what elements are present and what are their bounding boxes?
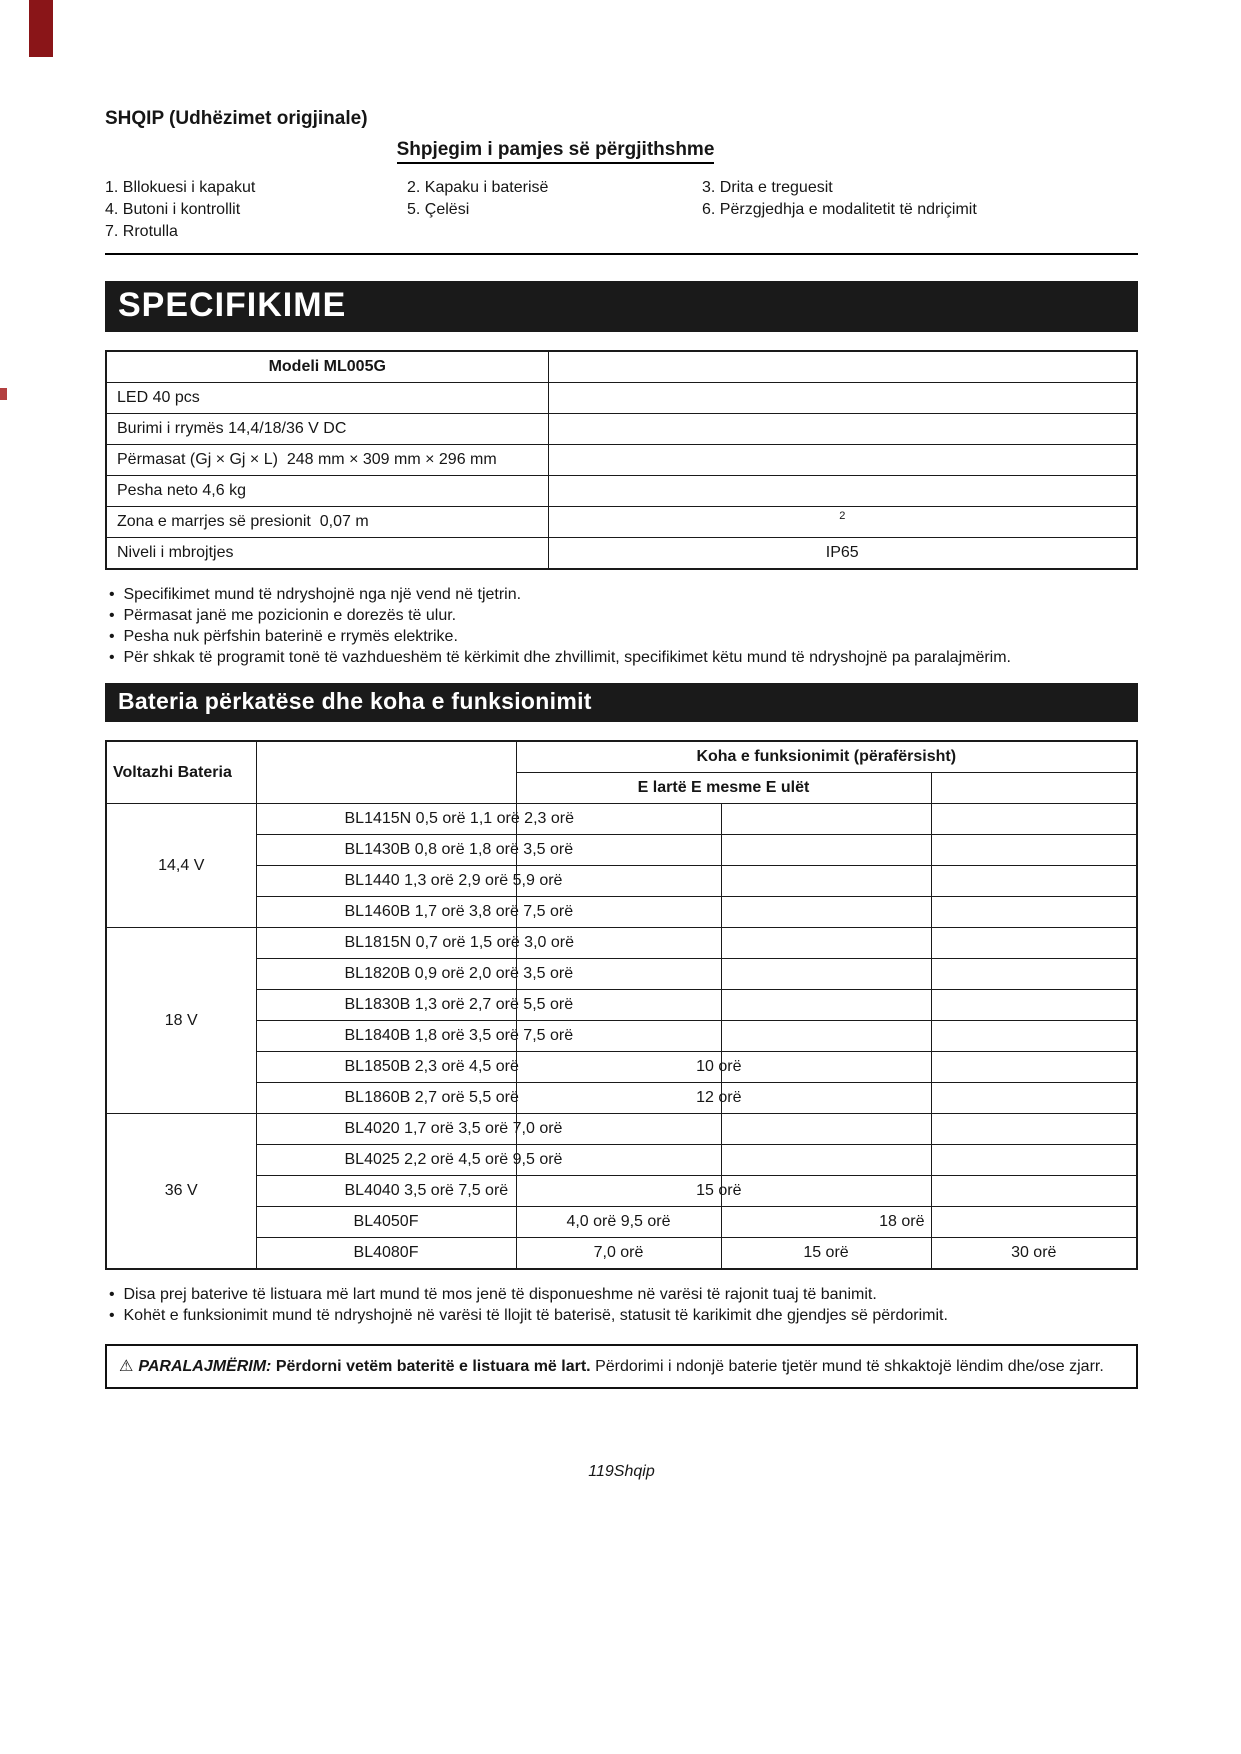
battery-row	[106, 1207, 1137, 1238]
time-cell	[721, 866, 931, 897]
note-item: • Disa prej baterive të listuara më lart mund të mos jenë të disponueshme në varësi të rajonit tuaj të banimit.	[109, 1284, 1138, 1305]
warning-text: Përdorimi i ndonjë baterie tjetër mund të shkaktojë lëndim dhe/ose zjarr.	[595, 1358, 1104, 1375]
battery-row	[106, 804, 1137, 835]
battery-row	[106, 1176, 1137, 1207]
time-cell	[931, 1207, 1137, 1238]
time-cell: 4,0 orë 9,5 orë	[516, 1207, 721, 1238]
specifications-banner: SPECIFIKIME	[105, 281, 1138, 332]
spec-table	[105, 350, 1138, 570]
parts-column-3	[702, 177, 1138, 243]
battery-row	[106, 897, 1137, 928]
time-cell	[721, 1176, 931, 1207]
time-cell	[516, 1176, 742, 1207]
warning-triangle-icon: ⚠	[119, 1358, 134, 1375]
spec-value-cell	[548, 445, 1137, 476]
spec-label: Pesha neto 4,6 kg	[106, 476, 548, 507]
superscript-two: 2	[839, 509, 846, 522]
spec-row	[106, 414, 1137, 445]
battery-row	[106, 1083, 1137, 1114]
note-item: • Pesha nuk përfshin baterinë e rrymës elektrike.	[109, 626, 1138, 647]
overview-heading-text: Shpjegim i pamjes së përgjithshme	[397, 139, 715, 164]
warning-box	[105, 1344, 1138, 1389]
runtime-header: Koha e funksionimit (përafërsisht)	[516, 741, 1137, 773]
model-cell: BL1820B 0,9 orë 2,0 orë 3,5 orë	[256, 959, 516, 990]
levels-header: E lartë E mesme E ulët	[516, 773, 931, 804]
runtime-value: 10 orë	[696, 1058, 742, 1075]
parts-column-1	[105, 177, 407, 243]
model-cell: BL4025 2,2 orë 4,5 orë 9,5 orë	[256, 1145, 516, 1176]
battery-table	[105, 740, 1138, 1270]
note-item: • Për shkak të programit tonë të vazhdueshëm të kërkimit dhe zhvillimit, specifikimet këtu mund të ndryshojnë pa paralajmërim.	[109, 647, 1138, 668]
time-cell: 7,0 orë	[516, 1238, 721, 1270]
model-cell: BL1460B 1,7 orë 3,8 orë 7,5 orë	[256, 897, 516, 928]
spec-row	[106, 507, 1137, 538]
time-cell	[721, 835, 931, 866]
spec-label: Niveli i mbrojtjes	[106, 538, 548, 570]
battery-header-row	[106, 741, 1137, 773]
note-item: • Përmasat janë me pozicionin e dorezës të ulur.	[109, 605, 1138, 626]
spec-row	[106, 351, 1137, 383]
part-item: 6. Përzgjedhja e modalitetit të ndriçimit	[702, 201, 977, 218]
model-cell: BL1850B 2,3 orë 4,5 orë	[256, 1052, 516, 1083]
model-cell: BL1815N 0,7 orë 1,5 orë 3,0 orë	[256, 928, 516, 959]
spec-label: LED 40 pcs	[106, 383, 548, 414]
runtime-value: 12 orë	[696, 1089, 742, 1106]
voltage-cell: 18 V	[106, 928, 256, 1114]
battery-row	[106, 1021, 1137, 1052]
spec-value-cell	[548, 507, 1137, 538]
red-edge-mark	[0, 388, 7, 400]
time-cell	[721, 928, 931, 959]
voltage-header: Voltazhi Bateria	[106, 741, 256, 804]
time-cell	[931, 897, 1137, 928]
time-cell	[931, 1021, 1137, 1052]
spec-model-header: Modeli ML005G	[106, 351, 548, 383]
time-cell	[931, 1114, 1137, 1145]
note-item: • Kohët e funksionimit mund të ndryshojnë në varësi të llojit të baterisë, statusit të karikimit dhe gjendjes së përdorimit.	[109, 1305, 1138, 1326]
time-cell: 15 orë	[721, 1238, 931, 1270]
time-cell	[721, 1052, 931, 1083]
spec-row	[106, 538, 1137, 570]
battery-row	[106, 1238, 1137, 1270]
runtime-value: 15 orë	[696, 1182, 742, 1199]
warning-label: PARALAJMËRIM:	[138, 1358, 272, 1375]
spec-row	[106, 476, 1137, 507]
battery-notes	[105, 1284, 1138, 1326]
spec-value-cell	[548, 351, 1137, 383]
time-cell	[931, 1176, 1137, 1207]
time-cell	[931, 804, 1137, 835]
model-cell: BL4020 1,7 orë 3,5 orë 7,0 orë	[256, 1114, 516, 1145]
empty-cell	[931, 773, 1137, 804]
battery-row	[106, 1052, 1137, 1083]
spec-value-cell	[548, 383, 1137, 414]
time-cell	[931, 835, 1137, 866]
time-cell: 18 orë	[721, 1207, 931, 1238]
time-cell	[721, 804, 931, 835]
battery-row	[106, 1114, 1137, 1145]
time-cell	[721, 1083, 931, 1114]
divider	[105, 253, 1138, 255]
overview-heading	[39, 139, 1072, 161]
time-cell	[721, 1145, 931, 1176]
time-cell	[516, 1052, 742, 1083]
model-cell: BL1430B 0,8 orë 1,8 orë 3,5 orë	[256, 835, 516, 866]
time-cell	[931, 866, 1137, 897]
language-title: SHQIP (Udhëzimet origjinale)	[105, 108, 368, 129]
spec-value-cell: IP65	[548, 538, 1137, 570]
time-cell	[931, 1145, 1137, 1176]
battery-banner: Bateria përkatëse dhe koha e funksionimit	[105, 683, 1138, 722]
spec-value-cell	[548, 414, 1137, 445]
part-item: 2. Kapaku i baterisë	[407, 179, 549, 196]
warning-bold-text: Përdorni vetëm bateritë e listuara më lart.	[275, 1358, 591, 1375]
model-cell: BL4080F	[256, 1238, 516, 1270]
battery-row	[106, 928, 1137, 959]
red-corner-mark	[29, 0, 53, 57]
model-cell: BL4040 3,5 orë 7,5 orë	[256, 1176, 516, 1207]
time-cell	[721, 897, 931, 928]
time-cell	[931, 990, 1137, 1021]
time-cell	[931, 1083, 1137, 1114]
model-cell: BL1860B 2,7 orë 5,5 orë	[256, 1083, 516, 1114]
spec-label: Burimi i rrymës 14,4/18/36 V DC	[106, 414, 548, 445]
voltage-cell: 14,4 V	[106, 804, 256, 928]
battery-row	[106, 1145, 1137, 1176]
model-cell: BL1415N 0,5 orë 1,1 orë 2,3 orë	[256, 804, 516, 835]
time-cell	[931, 1052, 1137, 1083]
spec-label: Përmasat (Gj × Gj × L) 248 mm × 309 mm × 296 mm	[106, 445, 548, 476]
time-cell	[721, 959, 931, 990]
time-cell	[721, 990, 931, 1021]
note-item: • Specifikimet mund të ndryshojnë nga një vend në tjetrin.	[109, 584, 1138, 605]
spec-row	[106, 383, 1137, 414]
model-cell: BL1830B 1,3 orë 2,7 orë 5,5 orë	[256, 990, 516, 1021]
time-cell	[721, 1114, 931, 1145]
battery-row	[106, 866, 1137, 897]
time-cell	[931, 928, 1137, 959]
parts-list	[105, 177, 1138, 243]
part-item: 1. Bllokuesi i kapakut	[105, 179, 256, 196]
part-item: 4. Butoni i kontrollit	[105, 201, 241, 218]
battery-row	[106, 959, 1137, 990]
battery-row	[106, 835, 1137, 866]
time-cell	[721, 1021, 931, 1052]
spec-row	[106, 445, 1137, 476]
time-cell	[931, 959, 1137, 990]
parts-column-2	[407, 177, 702, 243]
model-cell: BL4050F	[256, 1207, 516, 1238]
part-item: 7. Rrotulla	[105, 223, 178, 240]
time-cell: 30 orë	[931, 1238, 1137, 1270]
part-item: 3. Drita e treguesit	[702, 179, 833, 196]
battery-row	[106, 990, 1137, 1021]
page-number: 119Shqip	[588, 1463, 655, 1480]
time-cell	[516, 1083, 742, 1114]
part-item: 5. Çelësi	[407, 201, 470, 218]
voltage-cell: 36 V	[106, 1114, 256, 1270]
spec-value-cell	[548, 476, 1137, 507]
spec-label: Zona e marrjes së presionit 0,07 m	[106, 507, 548, 538]
model-cell: BL1840B 1,8 orë 3,5 orë 7,5 orë	[256, 1021, 516, 1052]
model-cell: BL1440 1,3 orë 2,9 orë 5,9 orë	[256, 866, 516, 897]
empty-cell	[256, 741, 516, 804]
spec-notes	[105, 584, 1138, 668]
